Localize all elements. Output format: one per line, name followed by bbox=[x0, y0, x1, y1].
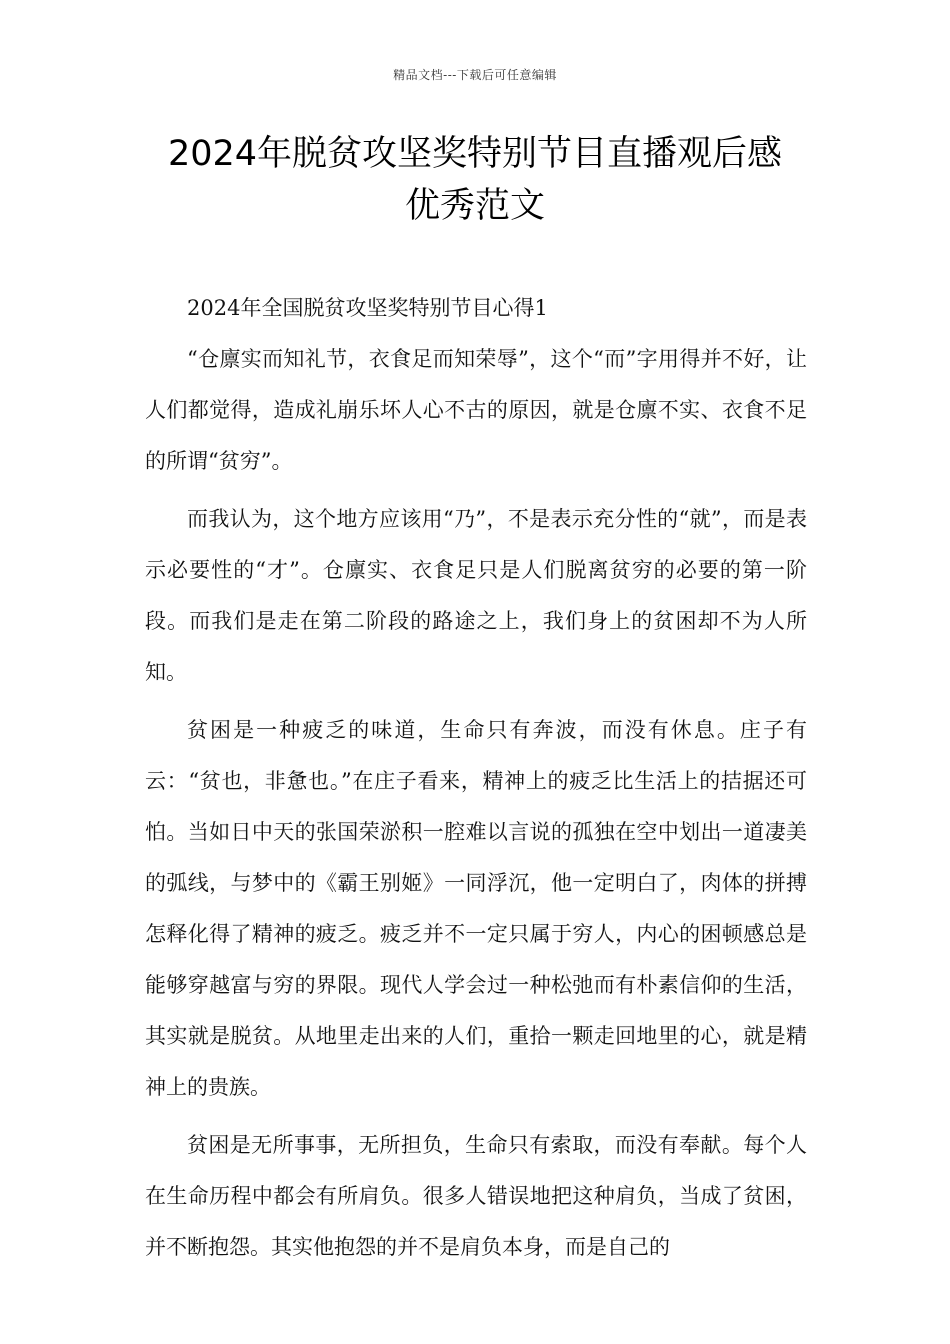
document-body bbox=[145, 283, 807, 1280]
paragraph: 贫困是无所事事，无所担负，生命只有索取，而没有奉献。每个人在生命历程中都会有所肩负。很多人错误地把这种肩负，当成了贫困，并不断抱怨。其实他抱怨的并不是肩负本身，而是自己的 bbox=[145, 1133, 807, 1259]
section-subtitle: 2024年全国脱贫攻坚奖特别节目心得1 bbox=[187, 296, 548, 320]
paragraph: 贫困是一种疲乏的味道，生命只有奔波，而没有休息。庄子有云：“贫也，非惫也。”在庄子看来，精神上的疲乏比生活上的拮据还可怕。当如日中天的张国荣淤积一腔难以言说的孤独在空中划出一道凄美的弧线，与梦中的《霸王别姬》一同浮沉，他一定明白了，肉体的拼搏怎释化得了精神的疲乏。疲乏并不一定只属于穷人，内心的困顿感总是能够穿越富与穷的界限。现代人学会过一种松弛而有朴素信仰的生活，其实就是脱贫。从地里走出来的人们，重拾一颗走回地里的心，就是精神上的贵族。 bbox=[145, 718, 807, 1099]
document-title bbox=[120, 128, 830, 232]
title-line-2: 优秀范文 bbox=[404, 186, 545, 226]
title-line-1: 2024年脱贫攻坚奖特别节目直播观后感 bbox=[167, 134, 783, 174]
paragraph: “仓廪实而知礼节，衣食足而知荣辱”，这个“而”字用得并不好，让人们都觉得，造成礼崩乐坏人心不古的原因，就是仓廪不实、衣食不足的所谓“贫穷”。 bbox=[145, 347, 807, 473]
header-note: 精品文档---下载后可任意编辑 bbox=[393, 68, 557, 82]
paragraph: 而我认为，这个地方应该用“乃”，不是表示充分性的“就”，而是表示必要性的“才”。仓廪实、衣食足只是人们脱离贫穷的必要的第一阶段。而我们是走在第二阶段的路途之上，我们身上的贫困却不为人所知。 bbox=[145, 507, 807, 684]
